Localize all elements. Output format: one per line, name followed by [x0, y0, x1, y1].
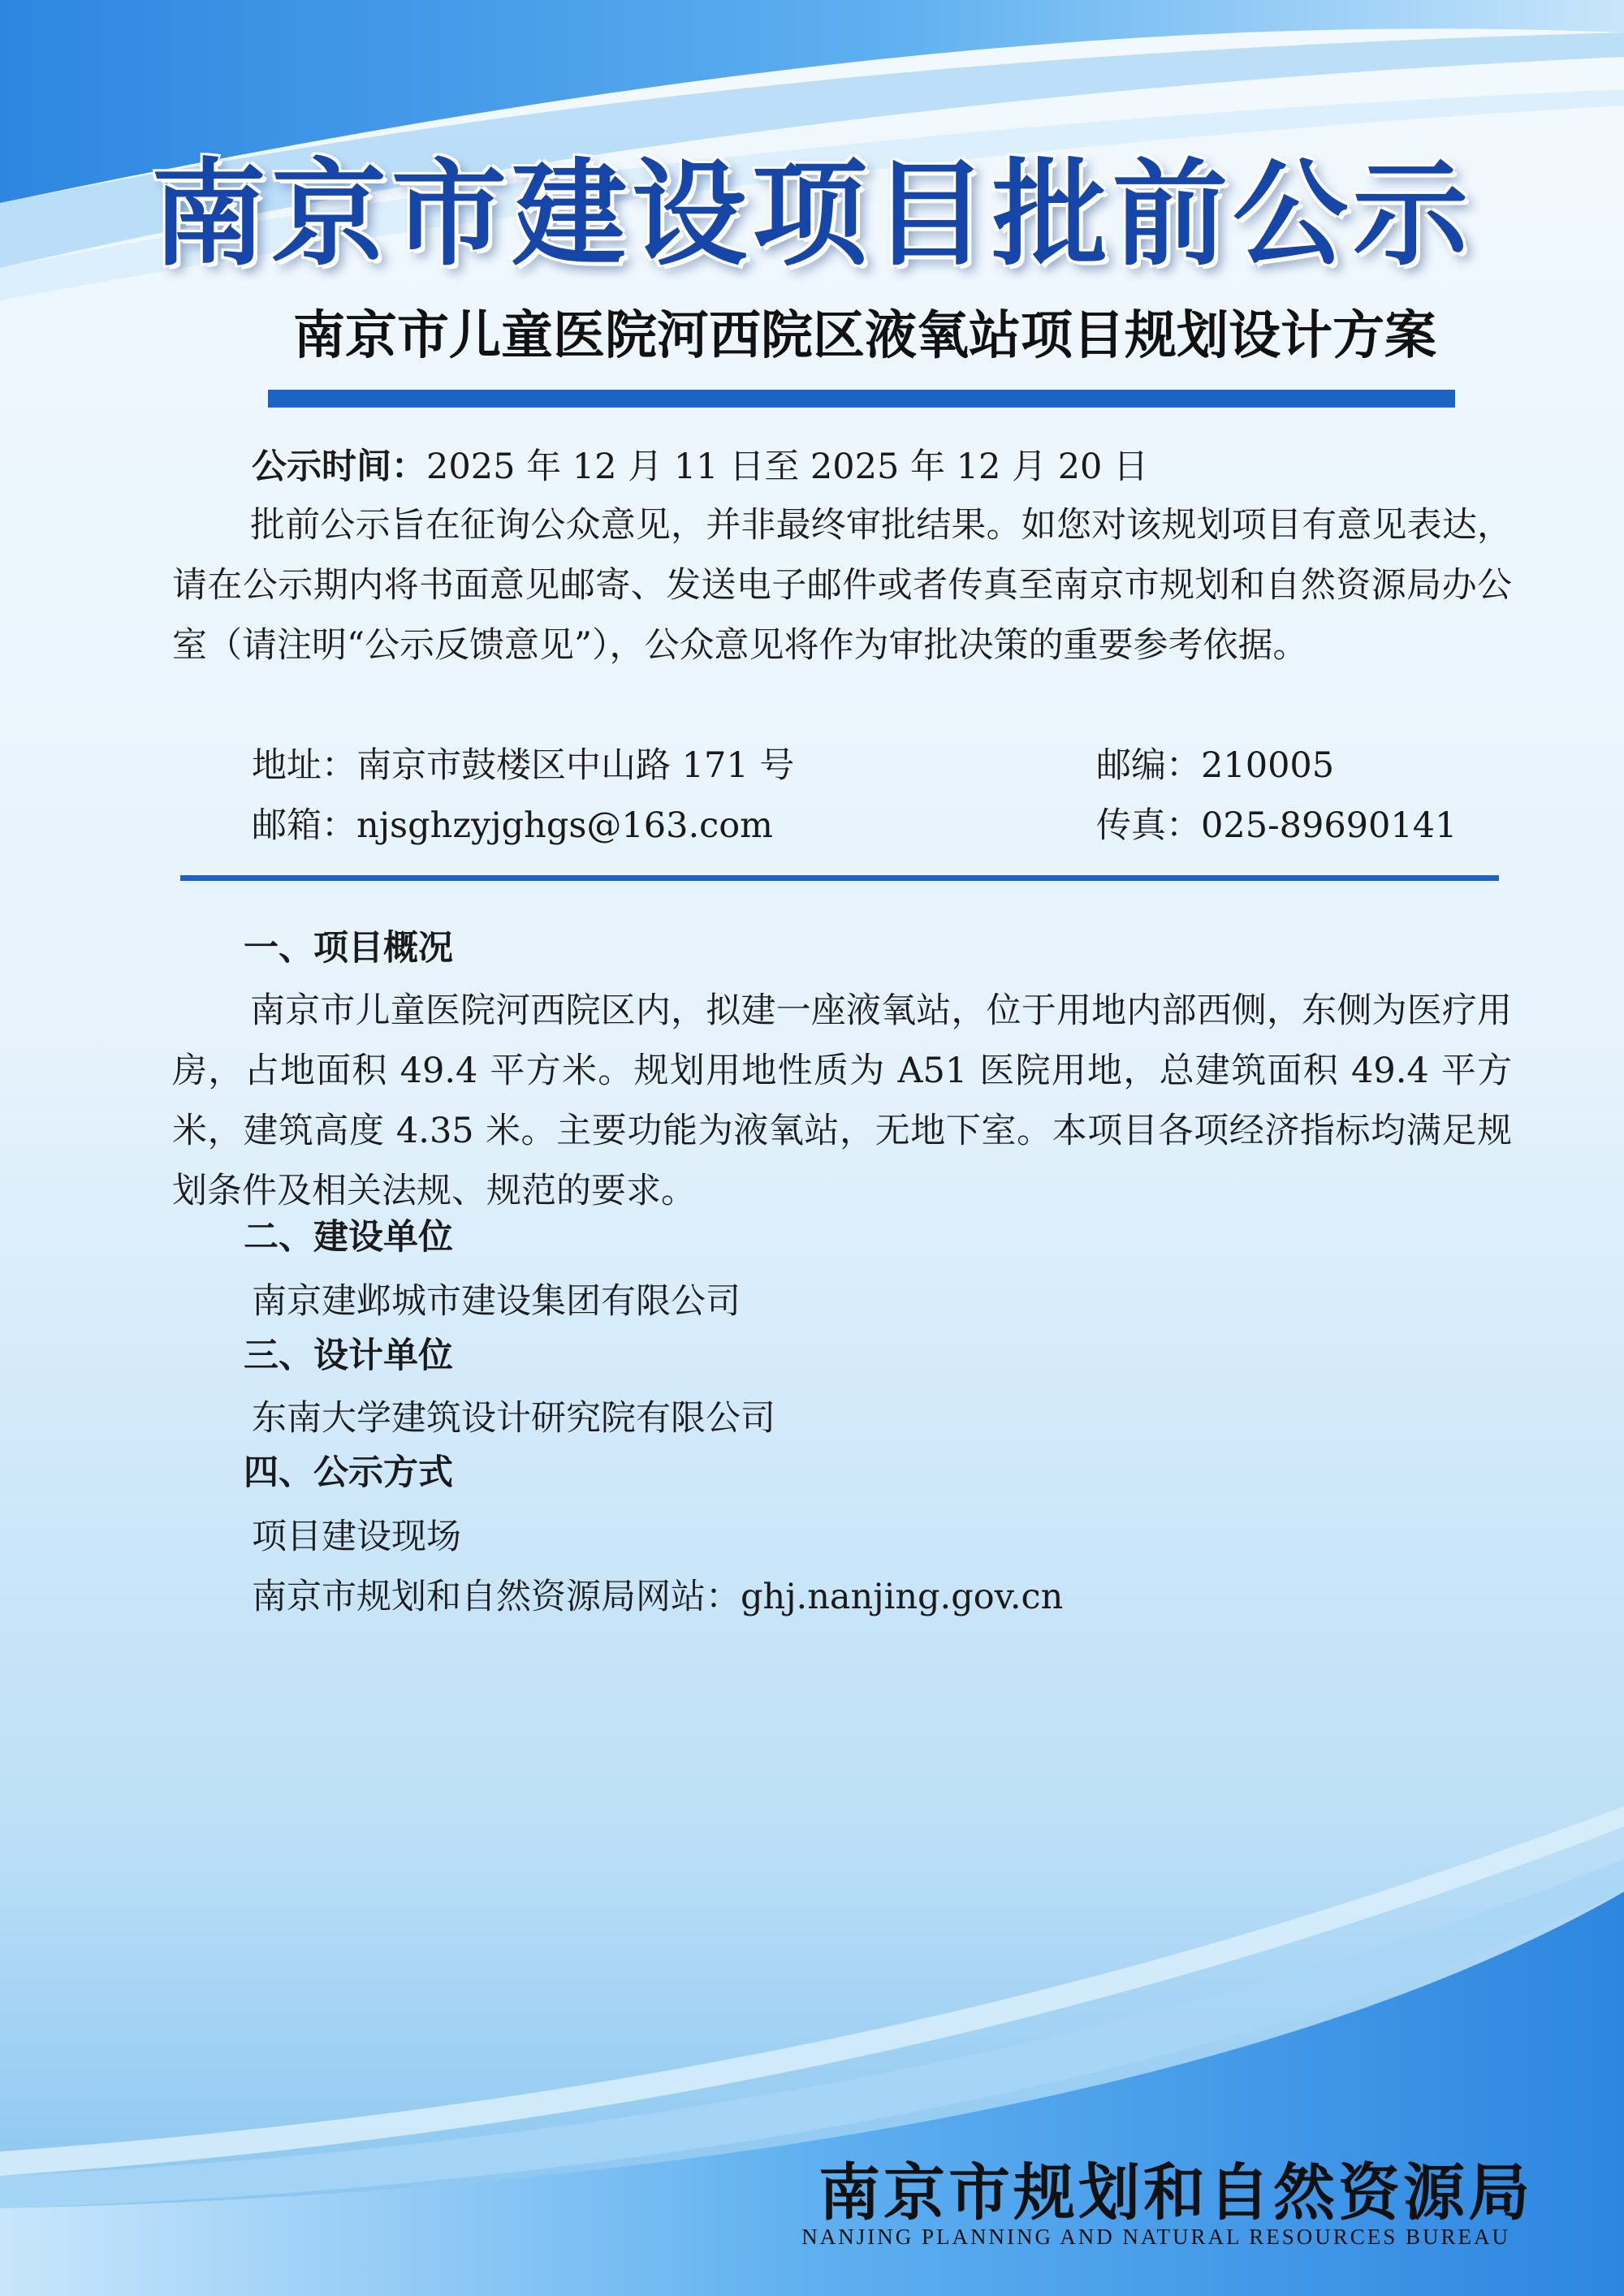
fax-value: 025-89690141 — [1201, 805, 1458, 846]
designer-heading: 三、设计单位 — [244, 1336, 453, 1376]
postcode-label: 邮编： — [1096, 745, 1201, 786]
email-label: 邮箱： — [252, 805, 356, 846]
section-divider — [180, 875, 1499, 881]
address-line — [252, 736, 794, 796]
fax-label: 传真： — [1096, 805, 1201, 846]
postcode-value: 210005 — [1201, 745, 1335, 786]
overview-body: 南京市儿童医院河西院区内，拟建一座液氧站，位于用地内部西侧，东侧为医疗用房，占地面积 49.4 平方米。规划用地性质为 A51 医院用地，总建筑面积 49.4 平方米，建筑高度 4.35 米。主要功能为液氧站，无地下室。本项目各项经济指标均满足规划条件及相关法规、规范的要求。 — [172, 990, 1512, 1211]
address-value: 南京市鼓楼区中山路 171 号 — [356, 745, 795, 786]
builder-heading: 二、建设单位 — [244, 1217, 453, 1258]
project-subtitle: 南京市儿童医院河西院区液氧站项目规划设计方案 — [293, 305, 1436, 366]
builder-body: 南京建邺城市建设集团有限公司 — [252, 1281, 741, 1322]
title-divider — [268, 390, 1455, 408]
postcode-line — [1096, 736, 1334, 796]
bureau-name-en: NANJING PLANNING AND NATURAL RESOURCES BUREAU — [801, 2225, 1510, 2249]
page-title: 南京市建设项目批前公示 — [151, 148, 1473, 282]
email-line — [252, 796, 773, 856]
notice-period — [252, 437, 1148, 497]
method-heading: 四、公示方式 — [244, 1452, 453, 1493]
method-website: 南京市规划和自然资源局网站：ghj.nanjing.gov.cn — [252, 1577, 1064, 1617]
fax-line — [1096, 796, 1457, 856]
period-label: 公示时间： — [252, 447, 426, 487]
notice-intro: 批前公示旨在征询公众意见，并非最终审批结果。如您对该规划项目有意见表达，请在公示期内将书面意见邮寄、发送电子邮件或者传真至南京市规划和自然资源局办公室（请注明“公示反馈意见”），公众意见将作为审批决策的重要参考依据。 — [172, 505, 1512, 666]
method-site: 项目建设现场 — [252, 1517, 461, 1557]
email-value: njsghzyjghgs@163.com — [356, 805, 773, 846]
address-label: 地址： — [252, 745, 356, 786]
designer-body: 东南大学建筑设计研究院有限公司 — [252, 1398, 775, 1439]
bureau-name-cn: 南京市规划和自然资源局 — [818, 2156, 1533, 2229]
overview-heading: 一、项目概况 — [244, 928, 453, 969]
period-value: 2025 年 12 月 11 日至 2025 年 12 月 20 日 — [426, 447, 1149, 487]
